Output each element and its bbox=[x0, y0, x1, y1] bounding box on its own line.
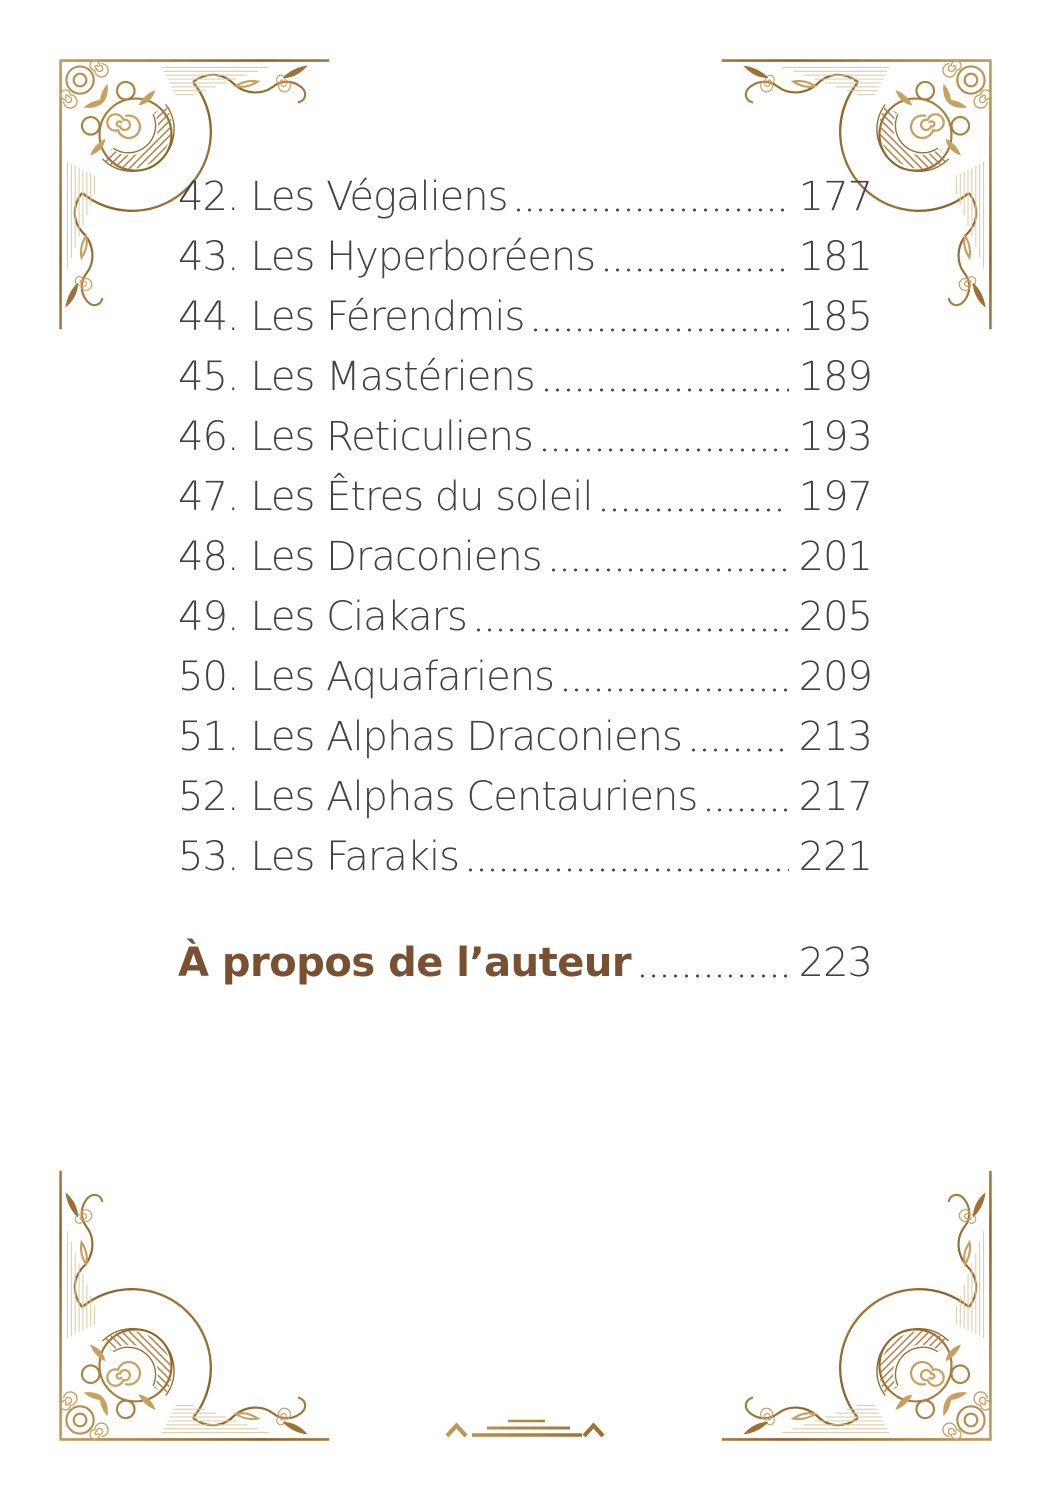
toc-dot-leader bbox=[548, 527, 789, 587]
toc-entry-title: 48. Les Draconiens bbox=[178, 534, 542, 580]
toc-entry-title: 44. Les Férendmis bbox=[178, 294, 525, 340]
toc-dot-leader bbox=[541, 347, 789, 407]
toc-entry-title: 45. Les Mastériens bbox=[178, 354, 535, 400]
toc-entry-title: 42. Les Végaliens bbox=[178, 174, 508, 220]
toc-entry-title: 52. Les Alphas Centauriens bbox=[178, 774, 698, 820]
toc-entry bbox=[178, 827, 872, 887]
toc-dot-leader bbox=[703, 767, 788, 827]
toc-dot-leader bbox=[539, 407, 789, 467]
toc-entry-page-number: 197 bbox=[798, 474, 872, 520]
toc-about-row bbox=[178, 933, 872, 993]
corner-ornament-bottom-left bbox=[45, 1163, 337, 1455]
toc-dot-leader bbox=[688, 707, 789, 767]
corner-ornament-bottom-right bbox=[714, 1163, 1006, 1455]
toc-entry bbox=[178, 287, 872, 347]
toc-dot-leader bbox=[598, 467, 788, 527]
toc-entry-title: 50. Les Aquafariens bbox=[178, 654, 554, 700]
about-author-page-number: 223 bbox=[798, 940, 872, 986]
toc-entry bbox=[178, 587, 872, 647]
toc-entry-page-number: 205 bbox=[798, 594, 872, 640]
toc-entry-page-number: 177 bbox=[798, 174, 872, 220]
bottom-divider-ornament bbox=[437, 1406, 613, 1448]
chevron-lines-icon bbox=[437, 1406, 613, 1448]
gold-filigree-icon bbox=[714, 1163, 1006, 1455]
toc-dot-leader bbox=[637, 933, 789, 993]
toc-entry-title: 47. Les Êtres du soleil bbox=[178, 474, 593, 520]
toc-entry-page-number: 181 bbox=[798, 234, 872, 280]
toc-entry bbox=[178, 347, 872, 407]
toc-entry bbox=[178, 167, 872, 227]
toc-entry bbox=[178, 527, 872, 587]
toc-dot-leader bbox=[473, 587, 789, 647]
toc-dot-leader bbox=[513, 167, 788, 227]
toc-dot-leader bbox=[465, 827, 789, 887]
toc-entry bbox=[178, 707, 872, 767]
toc-list bbox=[178, 167, 872, 887]
toc-entry-page-number: 185 bbox=[798, 294, 872, 340]
toc-entry-title: 49. Les Ciakars bbox=[178, 594, 467, 640]
toc-dot-leader bbox=[530, 287, 788, 347]
toc-entry-title: 51. Les Alphas Draconiens bbox=[178, 714, 682, 760]
toc-entry-page-number: 201 bbox=[798, 534, 872, 580]
toc-entry-title: 46. Les Reticuliens bbox=[178, 414, 533, 460]
toc-entry-page-number: 209 bbox=[798, 654, 872, 700]
toc-entry-page-number: 221 bbox=[798, 834, 872, 880]
toc-entry bbox=[178, 647, 872, 707]
toc-entry bbox=[178, 467, 872, 527]
toc-dot-leader bbox=[601, 227, 789, 287]
toc-dot-leader bbox=[560, 647, 789, 707]
toc-entry-page-number: 217 bbox=[798, 774, 872, 820]
toc-entry-title: 53. Les Farakis bbox=[178, 834, 459, 880]
toc-entry-title: 43. Les Hyperboréens bbox=[178, 234, 596, 280]
toc-entry bbox=[178, 407, 872, 467]
gold-filigree-icon bbox=[45, 1163, 337, 1455]
toc-entry-page-number: 193 bbox=[798, 414, 872, 460]
toc-entry-page-number: 213 bbox=[798, 714, 872, 760]
table-of-contents bbox=[178, 167, 872, 993]
toc-entry-page-number: 189 bbox=[798, 354, 872, 400]
toc-entry bbox=[178, 227, 872, 287]
toc-entry bbox=[178, 767, 872, 827]
about-author-label: À propos de l’auteur bbox=[178, 940, 632, 986]
